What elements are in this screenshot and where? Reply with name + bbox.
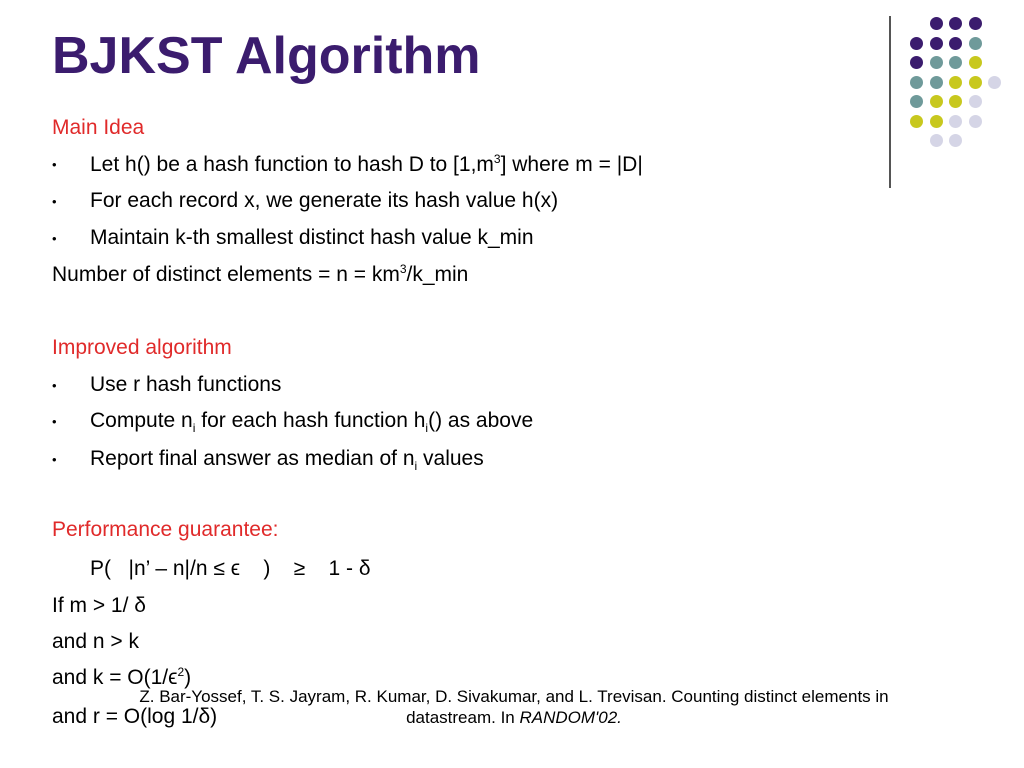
decorative-dot: [969, 56, 982, 69]
condition-m: If m > 1/ δ: [52, 594, 146, 617]
improved-heading: Improved algorithm: [52, 336, 232, 359]
condition-n: and n > k: [52, 630, 139, 653]
decorative-dot: [910, 76, 923, 89]
decorative-dot: [949, 134, 962, 147]
condition-k: and $k = O(1/\epsilon^2)$: [52, 665, 192, 689]
bullet-dot: •: [52, 378, 57, 393]
decorative-dot: [949, 17, 962, 30]
decorative-dot: [969, 95, 982, 108]
decorative-dot: [949, 95, 962, 108]
decorative-dot: [910, 37, 923, 50]
bullet-dot: •: [52, 414, 57, 429]
bullet-text: Use r hash functions: [90, 373, 282, 396]
main-idea-heading: Main Idea: [52, 116, 145, 139]
decorative-dot: [930, 76, 943, 89]
bullet-dot: •: [52, 157, 57, 172]
decorative-dot: [949, 56, 962, 69]
condition-r: and r = O(log 1/δ): [52, 705, 218, 728]
probability-formula: P( |n’ – n|/n ≤ ϵ ) ≥ 1 - δ: [90, 557, 371, 580]
citation-line-2: datastream. In RANDOM'02.: [406, 708, 622, 727]
decorative-dot: [930, 115, 943, 128]
decorative-dot: [949, 37, 962, 50]
bullet-text: For each record x, we generate its hash value h(x): [90, 189, 559, 212]
decorative-dot: [969, 115, 982, 128]
decorative-dot: [930, 95, 943, 108]
decorative-dot: [910, 56, 923, 69]
decorative-dot: [969, 17, 982, 30]
distinct-elements-formula: Number of distinct elements = $n = km^3/k\_\min$: [52, 262, 469, 286]
slide-title: BJKST Algorithm: [52, 27, 481, 85]
decorative-dot: [949, 115, 962, 128]
decorative-dot: [930, 134, 943, 147]
bullet-text: Report final answer as median of $n_i$ values: [90, 447, 484, 474]
bullet-text: Compute $n_i$ for each hash function $h_i()$ as above: [90, 409, 534, 436]
decorative-dot: [930, 17, 943, 30]
decorative-dot: [969, 76, 982, 89]
decorative-dot: [910, 115, 923, 128]
decorative-dot: [930, 56, 943, 69]
decorative-dot: [988, 76, 1001, 89]
bullet-dot: •: [52, 231, 57, 246]
decorative-dot: [949, 76, 962, 89]
citation-line-1: Z. Bar-Yossef, T. S. Jayram, R. Kumar, D. Sivakumar, and L. Trevisan. Counting distinct elements in: [139, 687, 889, 706]
decorative-dot: [930, 37, 943, 50]
bullet-text: Maintain k-th smallest distinct hash value k_min: [90, 226, 534, 249]
citation-footer: [64, 686, 964, 728]
decorative-divider: [889, 16, 891, 188]
decorative-dot: [969, 37, 982, 50]
bullet-dot: •: [52, 194, 57, 209]
decorative-dot: [910, 95, 923, 108]
performance-heading: Performance guarantee:: [52, 518, 279, 541]
bullet-dot: •: [52, 452, 57, 467]
bullet-text: Let h() be a hash function to hash D to $[1,m^3]$ where m = |D|: [90, 152, 643, 176]
